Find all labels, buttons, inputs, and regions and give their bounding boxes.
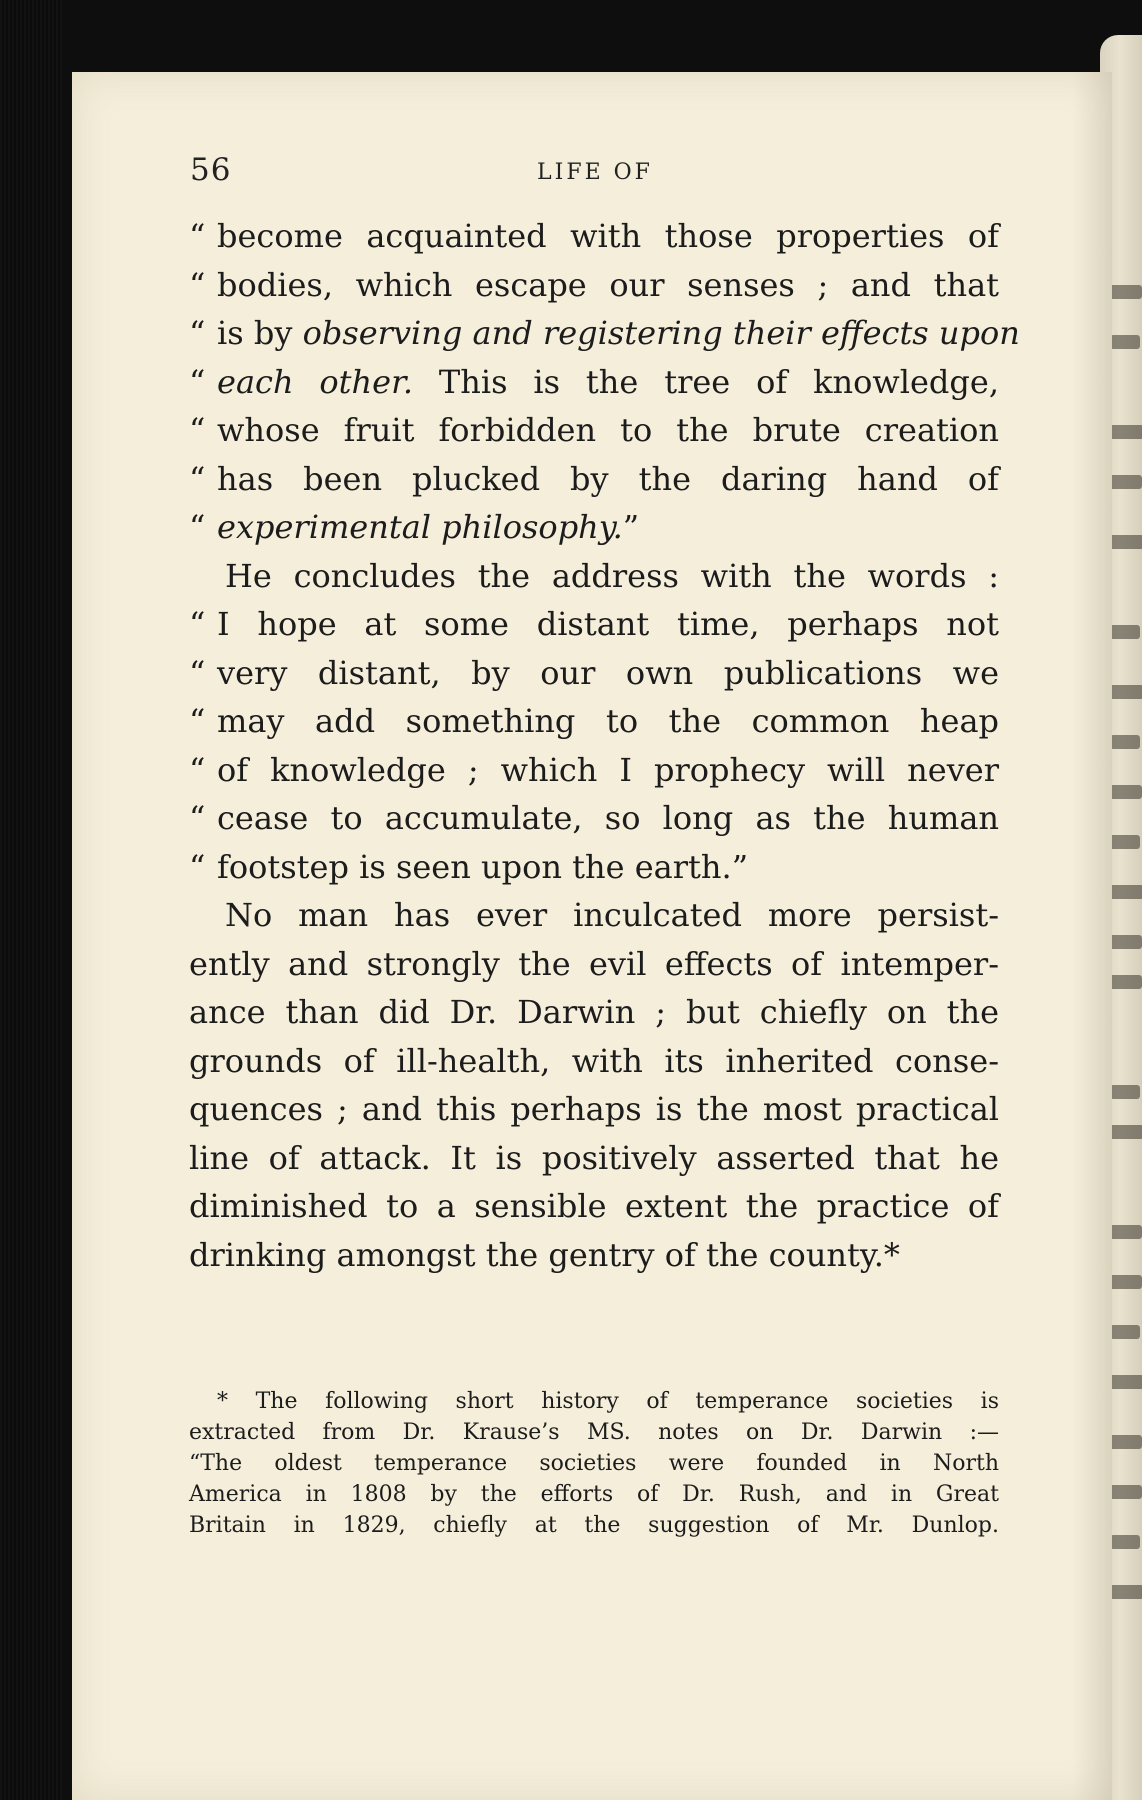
body-line <box>189 843 999 892</box>
body-line <box>189 891 999 940</box>
body-line <box>189 1085 999 1134</box>
body-line <box>189 988 999 1037</box>
line-text: drinking amongst the gentry of the county.* <box>189 1235 900 1274</box>
line-text: quences ; and this perhaps is the most practical <box>189 1090 999 1128</box>
line-text: grounds of ill-health, with its inherited conse- <box>189 1041 999 1080</box>
quote-mark: “ <box>189 265 206 304</box>
body-line <box>189 649 999 698</box>
line-text: ance than did Dr. Darwin ; but chiefly on the <box>189 993 999 1031</box>
footnote-line: America in 1808 by the efforts of Dr. Rush, and in Great <box>189 1482 999 1507</box>
line-text: diminished to a sensible extent the practice of <box>189 1187 999 1225</box>
book-binding-edge <box>0 0 62 1800</box>
quote-mark: “ <box>189 411 206 449</box>
body-text <box>189 212 1020 1279</box>
quote-mark: “ <box>189 314 206 352</box>
body-line <box>189 503 999 552</box>
line-text: No man has ever inculcated more persist- <box>225 896 999 934</box>
body-line <box>189 1231 999 1280</box>
body-line <box>189 406 999 455</box>
footnote <box>189 1386 999 1541</box>
quote-mark: “ <box>189 217 206 255</box>
quote-mark: “ <box>189 653 206 692</box>
line-text: I hope at some distant time, perhaps not <box>217 605 999 643</box>
line-text: is by <box>217 314 303 352</box>
body-line <box>189 358 999 407</box>
line-text: very distant, by our own publications we <box>217 653 999 692</box>
body-line <box>189 212 999 261</box>
quote-mark: “ <box>189 750 206 789</box>
italic-text: observing and registering their effects upon <box>302 314 1020 352</box>
body-line <box>189 746 999 795</box>
line-text: has been plucked by the daring hand of <box>217 459 999 498</box>
body-line <box>189 794 999 843</box>
line-text: ently and strongly the evil effects of intemper- <box>189 944 999 983</box>
line-text: cease to accumulate, so long as the human <box>217 799 999 837</box>
line-text: ” <box>622 508 640 546</box>
body-line <box>189 455 999 504</box>
body-line <box>189 1134 999 1183</box>
body-line <box>189 600 999 649</box>
footnote-line: “The oldest temperance societies were founded in North <box>189 1451 999 1476</box>
running-head-title: LIFE OF <box>537 160 653 185</box>
footnote-line: Britain in 1829, chiefly at the suggestion of Mr. Dunlop. <box>189 1513 999 1538</box>
italic-text: each other. <box>217 362 414 401</box>
body-line <box>189 1037 999 1086</box>
quote-mark: “ <box>189 459 206 498</box>
body-line <box>189 552 999 601</box>
line-text: bodies, which escape our senses ; and that <box>217 265 999 304</box>
body-line <box>189 261 999 310</box>
line-text: whose fruit forbidden to the brute creation <box>217 411 999 449</box>
page-number: 56 <box>190 152 232 188</box>
body-line <box>189 309 1020 358</box>
body-line <box>189 940 999 989</box>
body-line <box>189 697 999 746</box>
line-text: of knowledge ; which I prophecy will never <box>217 750 999 789</box>
running-head <box>190 152 1000 192</box>
quote-mark: “ <box>189 362 206 401</box>
quote-mark: “ <box>189 702 206 740</box>
line-text: footstep is seen upon the earth.” <box>217 847 749 886</box>
line-text: line of attack. It is positively asserted that he <box>189 1138 999 1177</box>
line-text: This is the tree of knowledge, <box>413 362 1000 401</box>
page-edge-shading <box>1072 72 1112 1800</box>
quote-mark: “ <box>189 508 206 546</box>
quote-mark: “ <box>189 847 206 886</box>
body-line <box>189 1182 999 1231</box>
line-text: He concludes the address with the words : <box>225 556 999 595</box>
quote-mark: “ <box>189 799 206 837</box>
line-text: may add something to the common heap <box>217 702 999 740</box>
italic-text: experimental philosophy. <box>217 508 623 546</box>
footnote-line: * The following short history of temperance societies is <box>217 1389 999 1414</box>
quote-mark: “ <box>189 605 206 643</box>
line-text: become acquainted with those properties of <box>217 217 999 255</box>
footnote-line: extracted from Dr. Krause’s MS. notes on Dr. Darwin :— <box>189 1420 999 1445</box>
